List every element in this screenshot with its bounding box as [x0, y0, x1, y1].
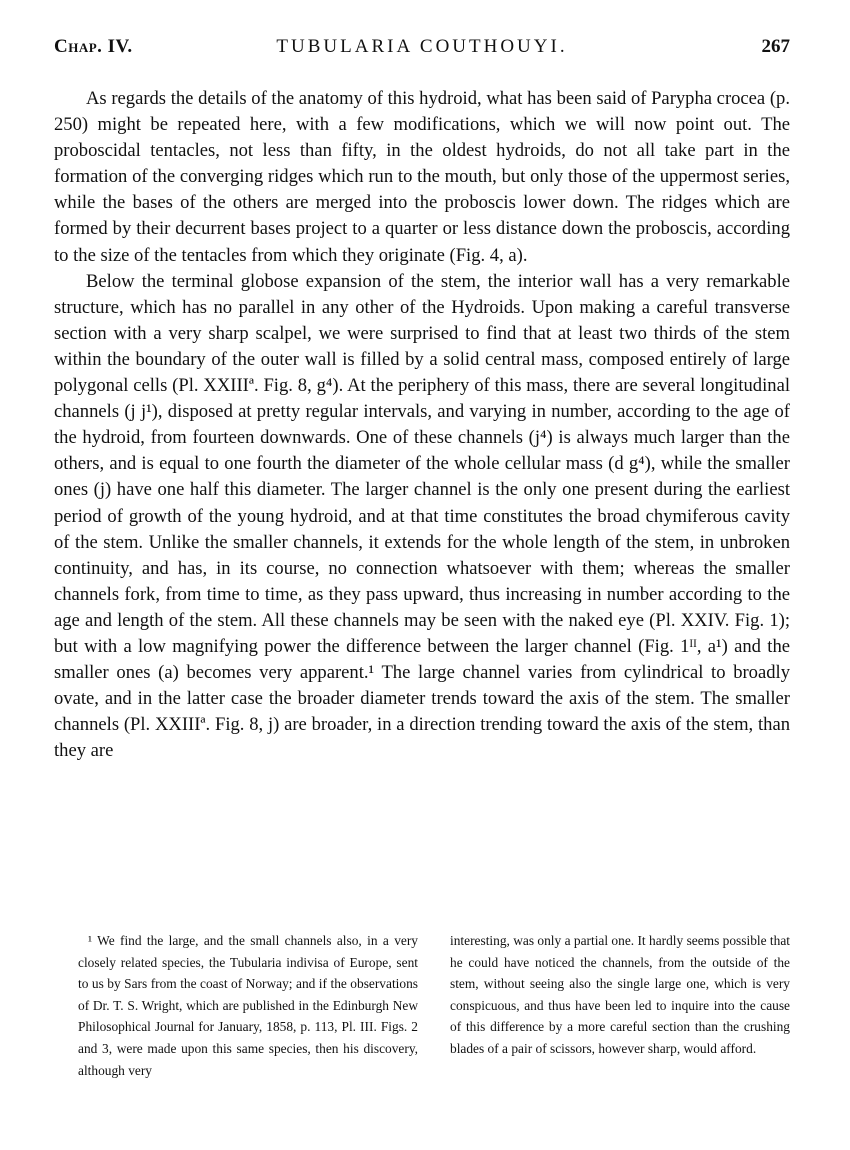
paragraph-anatomy: As regards the details of the anatomy of this hydroid, what has been said of Parypha crocea (p. 250) might be repeated here, with a few modifications, which we will now point out. The proboscidal tentacles, not less than fifty, in the oldest hydroids, do not all take part in the formation of the converging ridges which run to the mouth, but only those of the uppermost series, while the bases of the others are merged into the proboscis lower down. The ridges which are formed by their decurrent bases project to a quarter or less distance down the proboscis, according to the size of the tentacles from which they originate (Fig. 4, a). — [54, 88, 790, 266]
footnote-column-right — [450, 930, 790, 1081]
chapter-label: Chap. IV. — [54, 36, 133, 57]
body-text — [54, 86, 790, 764]
footnote-text-right: interesting, was only a partial one. It hardly seems possible that he could have noticed the channels, from the outside of the stem, without seeing also the single large one, which is very conspicuous, and thus have been led to inquire into the cause of this difference by a more careful section than the crushing blades of a pair of scissors, however sharp, would afford. — [450, 933, 790, 1056]
footnote-text-left: ¹ We find the large, and the small channels also, in a very closely related species, the Tubularia indivisa of Europe, sent to us by Sars from the coast of Norway; and if the observations of Dr. T. S. Wright, which are published in the Edinburgh New Philosophical Journal for January, 1858, p. 113, Pl. III. Figs. 2 and 3, were made upon this same species, then his discovery, although very — [78, 933, 418, 1078]
running-header — [54, 36, 790, 64]
footnotes — [78, 930, 790, 1081]
page-number: 267 — [761, 36, 790, 57]
paragraph-channels: Below the terminal globose expansion of the stem, the interior wall has a very remarkable structure, which has no parallel in any other of the Hydroids. Upon making a careful transverse section with a very sharp scalpel, we were surprised to find that at least two thirds of the stem within the boundary of the outer wall is filled by a solid central mass, composed entirely of large polygonal cells (Pl. XXIIIª. Fig. 8, g⁴). At the periphery of this mass, there are several longitudinal channels (j j¹), disposed at pretty regular intervals, and varying in number, according to the age of the hydroid, from fourteen downwards. One of these channels (j⁴) is always much larger than the others, and is equal to one fourth the diameter of the whole cellular mass (d g⁴), while the smaller ones (j) have one half this diameter. The larger channel is the only one present during the earliest period of growth of the young hydroid, and at that time constitutes the broad chymiferous cavity of the stem. Unlike the smaller channels, it extends for the whole length of the stem, in unbroken continuity, and has, in its course, no connection whatsoever with them; whereas the smaller channels fork, from time to time, as they pass upward, thus increasing in number according to the age and length of the stem. All these channels may be seen with the naked eye (Pl. XXIV. Fig. 1); but with a low magnifying power the difference between the larger channel (Fig. 1ᴵᴵ, a¹) and the smaller ones (a) becomes very apparent.¹ The large channel varies from cylindrical to broadly ovate, and in the latter case the broader diameter trends toward the axis of the stem. The smaller channels (Pl. XXIIIª. Fig. 8, j) are broader, in a direction trending toward the axis of the stem, than they are — [54, 270, 790, 762]
footnote-column-left — [78, 930, 418, 1081]
running-title: TUBULARIA COUTHOUYI. — [276, 36, 568, 57]
book-page — [54, 36, 790, 764]
